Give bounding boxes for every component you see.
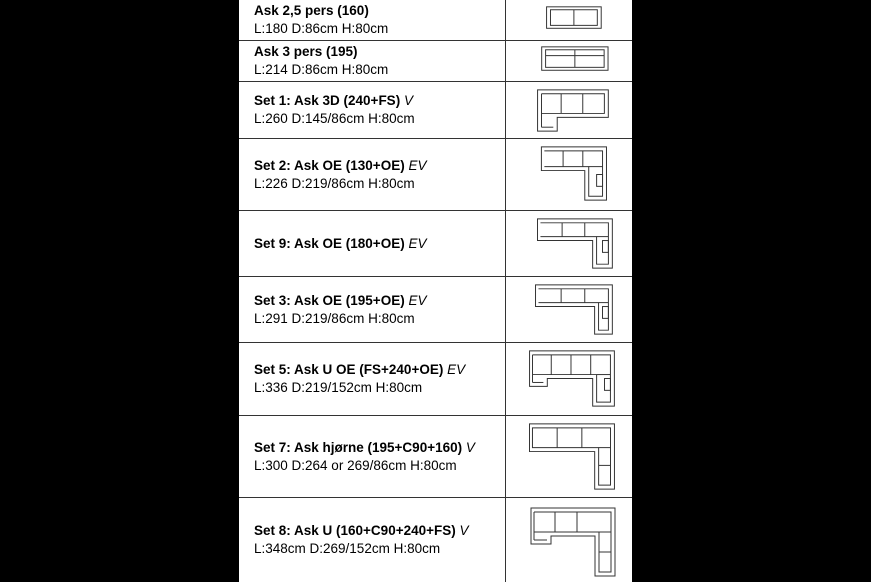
model-title: Set 1: Ask 3D (240+FS) V bbox=[254, 93, 413, 108]
sofa-open-end-long-icon bbox=[507, 277, 632, 342]
model-dimensions: L:291 D:219/86cm H:80cm bbox=[254, 310, 415, 326]
model-dimensions: L:348cm D:269/152cm H:80cm bbox=[254, 541, 441, 556]
model-row bbox=[239, 416, 632, 498]
model-row bbox=[239, 139, 632, 211]
model-dimensions: L:226 D:219/86cm H:80cm bbox=[254, 175, 415, 191]
sofa-u-open-end-icon bbox=[507, 343, 632, 415]
model-row bbox=[239, 41, 632, 82]
model-dimensions: L:300 D:264 or 269/86cm H:80cm bbox=[254, 457, 457, 473]
model-title: Set 7: Ask hjørne (195+C90+160) V bbox=[254, 439, 475, 455]
model-title: Set 8: Ask U (160+C90+240+FS) V bbox=[254, 523, 469, 538]
sofa-open-end-short-icon bbox=[507, 139, 632, 210]
model-title: Set 5: Ask U OE (FS+240+OE) EV bbox=[254, 362, 466, 377]
sofa-chaise-left-icon bbox=[507, 82, 632, 138]
model-dimensions: L:214 D:86cm H:80cm bbox=[254, 62, 389, 77]
model-row bbox=[239, 211, 632, 277]
model-title: Ask 3 pers (195) bbox=[254, 44, 358, 59]
model-dimensions: L:180 D:86cm H:80cm bbox=[254, 21, 389, 36]
model-row bbox=[239, 498, 632, 582]
model-text bbox=[254, 292, 504, 328]
model-text bbox=[254, 235, 504, 253]
sofa-u-corner-icon bbox=[507, 498, 632, 582]
sofa-2-5-seat-icon bbox=[507, 0, 632, 40]
model-title: Set 9: Ask OE (180+OE) EV bbox=[254, 235, 427, 251]
model-text bbox=[254, 43, 504, 79]
model-text bbox=[254, 92, 504, 128]
model-row bbox=[239, 277, 632, 343]
sofa-3-seat-icon bbox=[507, 41, 632, 81]
model-dimensions: L:260 D:145/86cm H:80cm bbox=[254, 111, 415, 126]
model-row bbox=[239, 0, 632, 41]
model-text bbox=[254, 2, 504, 38]
model-row bbox=[239, 343, 632, 416]
model-text bbox=[254, 157, 504, 193]
model-title: Set 2: Ask OE (130+OE) EV bbox=[254, 157, 427, 173]
model-text bbox=[254, 361, 504, 397]
model-title: Set 3: Ask OE (195+OE) EV bbox=[254, 292, 427, 308]
model-title: Ask 2,5 pers (160) bbox=[254, 3, 369, 18]
model-text bbox=[254, 439, 504, 475]
model-text bbox=[254, 522, 504, 558]
sofa-corner-icon bbox=[507, 416, 632, 497]
sofa-open-end-medium-icon bbox=[507, 211, 632, 276]
product-sheet bbox=[239, 0, 632, 582]
model-row bbox=[239, 82, 632, 139]
model-dimensions: L:336 D:219/152cm H:80cm bbox=[254, 380, 423, 395]
